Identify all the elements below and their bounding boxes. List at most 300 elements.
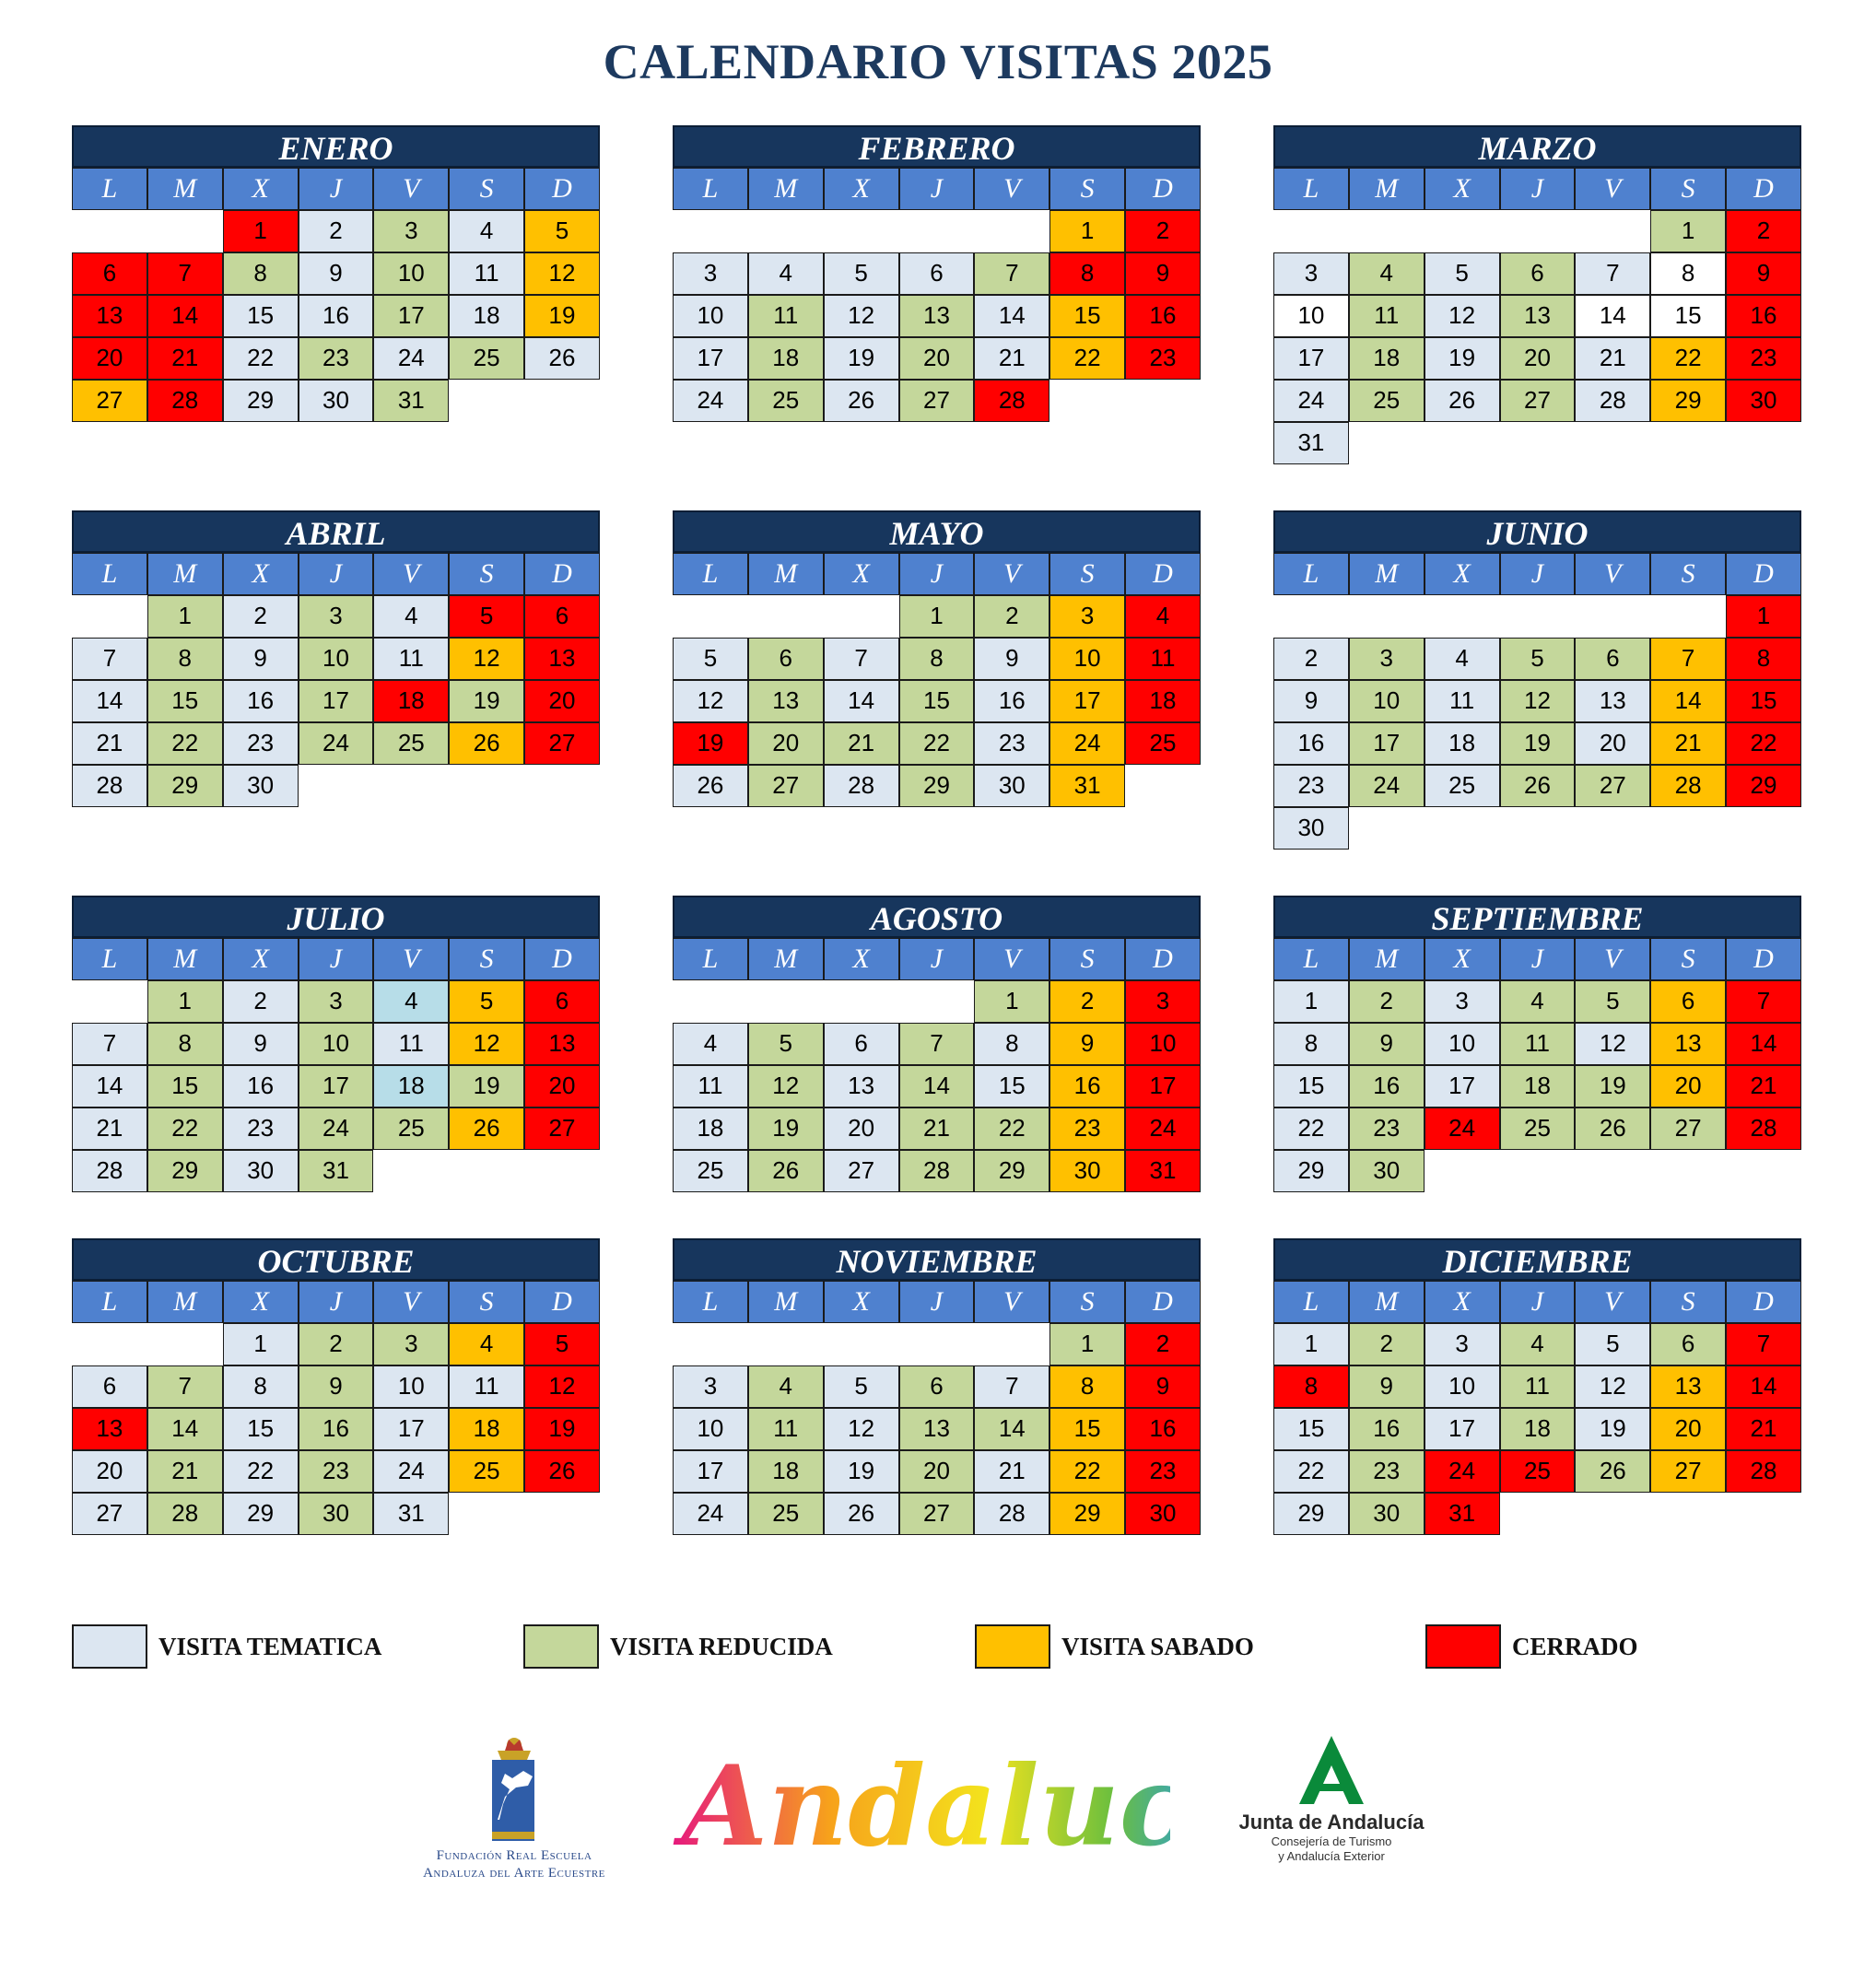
weekday-label: D — [1125, 1281, 1201, 1323]
weekday-label: J — [1500, 168, 1576, 210]
day-cell: 2 — [223, 980, 299, 1023]
day-cell: 18 — [373, 680, 449, 722]
month-febrero — [673, 125, 1201, 422]
day-cell: 12 — [1500, 680, 1576, 722]
weekday-label: M — [147, 168, 223, 210]
day-cell: 10 — [1273, 295, 1349, 337]
day-cell: 3 — [1425, 980, 1500, 1023]
weekday-label: V — [1575, 1281, 1650, 1323]
day-cell: 29 — [1650, 380, 1726, 422]
day-cell: 25 — [1425, 765, 1500, 807]
day-cell: 26 — [824, 1493, 899, 1535]
day-cell: 15 — [223, 1408, 299, 1450]
day-cell: 1 — [1650, 210, 1726, 252]
day-cell: 22 — [223, 1450, 299, 1493]
day-cell: 1 — [1049, 1323, 1125, 1365]
page-title: CALENDARIO VISITAS 2025 — [603, 34, 1273, 89]
day-cell: 5 — [673, 638, 748, 680]
day-cell: 30 — [223, 1150, 299, 1192]
day-cell: 29 — [223, 380, 299, 422]
weekday-header-row — [72, 168, 600, 210]
day-cell: 14 — [1726, 1023, 1801, 1065]
weekday-label: L — [1273, 938, 1349, 980]
day-cell: 18 — [1500, 1408, 1576, 1450]
day-cell: 2 — [1726, 210, 1801, 252]
weekday-label: D — [524, 1281, 600, 1323]
day-cell: 14 — [1650, 680, 1726, 722]
day-cell: 13 — [824, 1065, 899, 1108]
day-cell: 7 — [1650, 638, 1726, 680]
day-cell: 10 — [373, 252, 449, 295]
empty-cell — [899, 1323, 975, 1365]
day-cell: 6 — [1500, 252, 1576, 295]
day-cell: 15 — [223, 295, 299, 337]
day-cell: 13 — [1575, 680, 1650, 722]
weekday-label: X — [223, 1281, 299, 1323]
day-cell: 8 — [1650, 252, 1726, 295]
day-cell: 16 — [1125, 295, 1201, 337]
day-grid — [1273, 980, 1801, 1192]
day-cell: 30 — [974, 765, 1049, 807]
day-cell: 16 — [299, 1408, 374, 1450]
day-cell: 7 — [974, 1365, 1049, 1408]
weekday-label: V — [373, 1281, 449, 1323]
day-cell: 27 — [1650, 1450, 1726, 1493]
empty-cell — [748, 980, 824, 1023]
day-cell: 8 — [1726, 638, 1801, 680]
day-cell: 13 — [1500, 295, 1576, 337]
day-cell: 8 — [1049, 252, 1125, 295]
day-cell: 12 — [748, 1065, 824, 1108]
day-cell: 6 — [899, 252, 975, 295]
day-cell: 17 — [299, 680, 374, 722]
legend-label: VISITA SABADO — [1061, 1632, 1254, 1660]
day-cell: 6 — [1650, 980, 1726, 1023]
empty-cell — [824, 1323, 899, 1365]
day-cell: 1 — [1273, 980, 1349, 1023]
day-cell: 12 — [449, 638, 524, 680]
day-cell: 4 — [449, 1323, 524, 1365]
empty-cell — [1575, 595, 1650, 638]
day-cell: 21 — [147, 1450, 223, 1493]
day-cell: 7 — [1726, 980, 1801, 1023]
weekday-header-row — [72, 553, 600, 595]
weekday-label: V — [974, 553, 1049, 595]
day-cell: 8 — [899, 638, 975, 680]
weekday-label: V — [373, 938, 449, 980]
andalucia-wordmark: Andalu — [682, 1743, 1120, 1871]
day-cell: 29 — [1273, 1150, 1349, 1192]
day-cell: 11 — [1125, 638, 1201, 680]
empty-cell — [1500, 210, 1576, 252]
day-cell: 6 — [524, 595, 600, 638]
day-cell: 6 — [899, 1365, 975, 1408]
weekday-label: J — [299, 938, 374, 980]
day-cell: 10 — [1425, 1023, 1500, 1065]
day-cell: 20 — [524, 1065, 600, 1108]
empty-cell — [974, 210, 1049, 252]
day-cell: 11 — [748, 1408, 824, 1450]
empty-cell — [147, 1323, 223, 1365]
day-cell: 14 — [72, 1065, 147, 1108]
month-title: MAYO — [673, 510, 1201, 553]
day-cell: 29 — [1273, 1493, 1349, 1535]
day-cell: 1 — [899, 595, 975, 638]
weekday-label: M — [748, 168, 824, 210]
day-cell: 26 — [1575, 1108, 1650, 1150]
day-cell: 22 — [1273, 1108, 1349, 1150]
day-cell: 23 — [1049, 1108, 1125, 1150]
day-cell: 31 — [1125, 1150, 1201, 1192]
empty-cell — [1349, 595, 1425, 638]
day-cell: 10 — [1349, 680, 1425, 722]
weekday-label: L — [673, 938, 748, 980]
day-cell: 19 — [1575, 1065, 1650, 1108]
empty-cell — [748, 210, 824, 252]
empty-cell — [1273, 210, 1349, 252]
month-marzo — [1273, 125, 1801, 464]
weekday-label: J — [299, 168, 374, 210]
day-cell: 4 — [1425, 638, 1500, 680]
day-cell: 11 — [449, 1365, 524, 1408]
day-cell: 7 — [72, 638, 147, 680]
day-cell: 27 — [72, 1493, 147, 1535]
day-grid — [1273, 595, 1801, 850]
day-cell: 8 — [1049, 1365, 1125, 1408]
day-cell: 28 — [974, 1493, 1049, 1535]
day-cell: 22 — [1049, 337, 1125, 380]
day-cell: 26 — [524, 1450, 600, 1493]
day-cell: 11 — [373, 638, 449, 680]
day-cell: 18 — [1500, 1065, 1576, 1108]
weekday-label: M — [1349, 938, 1425, 980]
day-cell: 9 — [974, 638, 1049, 680]
day-cell: 23 — [1726, 337, 1801, 380]
day-cell: 23 — [1349, 1108, 1425, 1150]
day-cell: 21 — [1726, 1408, 1801, 1450]
weekday-label: X — [824, 553, 899, 595]
day-cell: 25 — [748, 380, 824, 422]
empty-cell — [673, 595, 748, 638]
day-cell: 15 — [899, 680, 975, 722]
day-cell: 30 — [1726, 380, 1801, 422]
day-grid — [1273, 1323, 1801, 1535]
day-cell: 29 — [147, 765, 223, 807]
day-cell: 5 — [449, 595, 524, 638]
day-cell: 29 — [974, 1150, 1049, 1192]
day-cell: 17 — [299, 1065, 374, 1108]
day-grid — [673, 210, 1201, 422]
day-cell: 13 — [1650, 1365, 1726, 1408]
day-cell: 5 — [824, 252, 899, 295]
day-cell: 23 — [1125, 1450, 1201, 1493]
weekday-label: J — [899, 1281, 975, 1323]
day-cell: 12 — [449, 1023, 524, 1065]
day-cell: 19 — [824, 1450, 899, 1493]
day-cell: 8 — [1273, 1365, 1349, 1408]
legend-label: CERRADO — [1512, 1632, 1638, 1660]
weekday-label: D — [524, 553, 600, 595]
day-cell: 28 — [147, 1493, 223, 1535]
legend-label: VISITA REDUCIDA — [610, 1632, 833, 1660]
weekday-label: M — [147, 1281, 223, 1323]
day-cell: 26 — [824, 380, 899, 422]
day-cell: 7 — [824, 638, 899, 680]
day-cell: 11 — [1349, 295, 1425, 337]
weekday-label: J — [1500, 553, 1576, 595]
day-cell: 28 — [1650, 765, 1726, 807]
empty-cell — [72, 210, 147, 252]
day-cell: 28 — [974, 380, 1049, 422]
day-cell: 27 — [72, 380, 147, 422]
month-title: NOVIEMBRE — [673, 1238, 1201, 1281]
day-cell: 2 — [1049, 980, 1125, 1023]
day-cell: 23 — [1349, 1450, 1425, 1493]
day-cell: 6 — [824, 1023, 899, 1065]
empty-cell — [1500, 595, 1576, 638]
day-cell: 24 — [673, 380, 748, 422]
day-cell: 13 — [899, 1408, 975, 1450]
weekday-label: X — [1425, 938, 1500, 980]
day-cell: 20 — [899, 1450, 975, 1493]
weekday-label: J — [899, 938, 975, 980]
weekday-label: X — [1425, 553, 1500, 595]
day-cell: 6 — [1650, 1323, 1726, 1365]
day-cell: 2 — [1349, 1323, 1425, 1365]
day-cell: 8 — [147, 1023, 223, 1065]
day-cell: 1 — [1273, 1323, 1349, 1365]
weekday-label: L — [72, 168, 147, 210]
day-cell: 17 — [673, 1450, 748, 1493]
weekday-label: V — [974, 1281, 1049, 1323]
weekday-label: J — [899, 553, 975, 595]
day-cell: 28 — [1726, 1108, 1801, 1150]
weekday-header-row — [72, 1281, 600, 1323]
weekday-label: S — [449, 1281, 524, 1323]
weekday-header-row — [1273, 553, 1801, 595]
day-cell: 2 — [299, 210, 374, 252]
day-cell: 28 — [72, 765, 147, 807]
weekday-label: L — [673, 553, 748, 595]
day-cell: 20 — [1650, 1065, 1726, 1108]
day-cell: 26 — [524, 337, 600, 380]
day-cell: 5 — [1500, 638, 1576, 680]
weekday-label: D — [524, 938, 600, 980]
empty-cell — [147, 210, 223, 252]
day-cell: 6 — [72, 252, 147, 295]
day-cell: 1 — [1726, 595, 1801, 638]
day-cell: 15 — [1273, 1065, 1349, 1108]
day-cell: 15 — [1049, 1408, 1125, 1450]
month-title: OCTUBRE — [72, 1238, 600, 1281]
day-cell: 20 — [899, 337, 975, 380]
weekday-label: J — [1500, 938, 1576, 980]
day-cell: 27 — [1650, 1108, 1726, 1150]
day-cell: 31 — [299, 1150, 374, 1192]
day-cell: 18 — [1125, 680, 1201, 722]
weekday-header-row — [1273, 168, 1801, 210]
day-cell: 6 — [72, 1365, 147, 1408]
day-cell: 1 — [147, 980, 223, 1023]
month-title: DICIEMBRE — [1273, 1238, 1801, 1281]
day-cell: 14 — [974, 295, 1049, 337]
day-cell: 13 — [524, 638, 600, 680]
weekday-label: D — [524, 168, 600, 210]
day-cell: 25 — [449, 1450, 524, 1493]
day-cell: 25 — [449, 337, 524, 380]
day-cell: 26 — [449, 1108, 524, 1150]
empty-cell — [1273, 595, 1349, 638]
day-cell: 16 — [1125, 1408, 1201, 1450]
weekday-label: S — [1650, 168, 1726, 210]
day-cell: 25 — [1500, 1450, 1576, 1493]
day-cell: 7 — [899, 1023, 975, 1065]
day-cell: 21 — [72, 722, 147, 765]
empty-cell — [899, 980, 975, 1023]
day-cell: 4 — [1125, 595, 1201, 638]
day-cell: 12 — [524, 252, 600, 295]
month-mayo — [673, 510, 1201, 807]
weekday-label: L — [1273, 553, 1349, 595]
weekday-label: M — [147, 938, 223, 980]
day-cell: 27 — [1500, 380, 1576, 422]
day-cell: 21 — [1650, 722, 1726, 765]
month-title: FEBRERO — [673, 125, 1201, 168]
day-cell: 14 — [147, 1408, 223, 1450]
weekday-label: X — [1425, 168, 1500, 210]
weekday-label: D — [1125, 168, 1201, 210]
day-cell: 30 — [299, 380, 374, 422]
day-grid — [673, 980, 1201, 1192]
day-cell: 3 — [299, 595, 374, 638]
day-cell: 26 — [1500, 765, 1576, 807]
weekday-label: V — [1575, 553, 1650, 595]
day-cell: 5 — [524, 1323, 600, 1365]
day-cell: 22 — [974, 1108, 1049, 1150]
weekday-header-row — [673, 168, 1201, 210]
junta-sub2: y Andalucía Exterior — [1278, 1849, 1385, 1863]
day-cell: 17 — [1273, 337, 1349, 380]
day-cell: 7 — [72, 1023, 147, 1065]
weekday-label: S — [449, 938, 524, 980]
day-cell: 28 — [147, 380, 223, 422]
day-cell: 13 — [748, 680, 824, 722]
day-cell: 5 — [524, 210, 600, 252]
day-cell: 3 — [373, 1323, 449, 1365]
horse-rider-emblem-icon — [413, 1732, 616, 1843]
legend-cerrado — [1425, 1623, 1638, 1670]
day-cell: 18 — [1425, 722, 1500, 765]
day-cell: 28 — [72, 1150, 147, 1192]
day-cell: 11 — [748, 295, 824, 337]
day-cell: 13 — [72, 1408, 147, 1450]
frt-logo — [413, 1732, 616, 1882]
day-cell: 3 — [1125, 980, 1201, 1023]
day-cell: 19 — [1500, 722, 1576, 765]
day-cell: 14 — [974, 1408, 1049, 1450]
day-grid — [72, 980, 600, 1192]
day-cell: 3 — [1049, 595, 1125, 638]
day-cell: 17 — [373, 295, 449, 337]
weekday-label: J — [299, 553, 374, 595]
day-cell: 22 — [1650, 337, 1726, 380]
weekday-label: M — [1349, 168, 1425, 210]
day-cell: 17 — [1049, 680, 1125, 722]
weekday-label: D — [1726, 168, 1801, 210]
day-cell: 24 — [1125, 1108, 1201, 1150]
day-cell: 1 — [147, 595, 223, 638]
day-cell: 8 — [1273, 1023, 1349, 1065]
day-cell: 4 — [1349, 252, 1425, 295]
day-cell: 8 — [974, 1023, 1049, 1065]
month-noviembre — [673, 1238, 1201, 1535]
junta-sub1: Consejería de Turismo — [1271, 1834, 1392, 1848]
day-cell: 5 — [1575, 1323, 1650, 1365]
day-cell: 12 — [824, 295, 899, 337]
day-cell: 19 — [1575, 1408, 1650, 1450]
day-grid — [673, 595, 1201, 807]
weekday-label: M — [748, 938, 824, 980]
weekday-header-row — [1273, 1281, 1801, 1323]
day-cell: 18 — [748, 337, 824, 380]
day-cell: 24 — [1425, 1450, 1500, 1493]
weekday-label: S — [1650, 1281, 1726, 1323]
day-cell: 18 — [1349, 337, 1425, 380]
weekday-label: S — [449, 553, 524, 595]
day-cell: 20 — [1575, 722, 1650, 765]
day-cell: 22 — [1726, 722, 1801, 765]
day-cell: 23 — [1125, 337, 1201, 380]
day-cell: 1 — [974, 980, 1049, 1023]
empty-cell — [748, 595, 824, 638]
frt-name-line1: Fundación Real Escuela — [436, 1848, 592, 1863]
day-cell: 22 — [1049, 1450, 1125, 1493]
empty-cell — [824, 210, 899, 252]
day-cell: 15 — [1650, 295, 1726, 337]
day-cell: 7 — [974, 252, 1049, 295]
weekday-label: S — [1049, 553, 1125, 595]
day-cell: 16 — [1349, 1065, 1425, 1108]
day-cell: 12 — [524, 1365, 600, 1408]
day-grid — [1273, 210, 1801, 464]
day-cell: 25 — [1500, 1108, 1576, 1150]
day-cell: 21 — [72, 1108, 147, 1150]
empty-cell — [72, 595, 147, 638]
legend-tematica — [72, 1623, 381, 1670]
day-cell: 15 — [974, 1065, 1049, 1108]
day-cell: 7 — [147, 252, 223, 295]
day-cell: 16 — [299, 295, 374, 337]
day-cell: 24 — [1425, 1108, 1500, 1150]
day-cell: 11 — [1425, 680, 1500, 722]
day-cell: 30 — [1049, 1150, 1125, 1192]
day-cell: 9 — [299, 252, 374, 295]
day-cell: 11 — [1500, 1023, 1576, 1065]
day-cell: 17 — [1125, 1065, 1201, 1108]
day-cell: 7 — [1726, 1323, 1801, 1365]
day-cell: 25 — [748, 1493, 824, 1535]
empty-cell — [673, 210, 748, 252]
empty-cell — [1650, 595, 1726, 638]
day-cell: 11 — [1500, 1365, 1576, 1408]
day-cell: 9 — [1349, 1365, 1425, 1408]
weekday-header-row — [673, 1281, 1201, 1323]
month-title: AGOSTO — [673, 896, 1201, 938]
day-cell: 10 — [673, 1408, 748, 1450]
day-cell: 9 — [1125, 1365, 1201, 1408]
day-grid — [72, 1323, 600, 1535]
empty-cell — [748, 1323, 824, 1365]
